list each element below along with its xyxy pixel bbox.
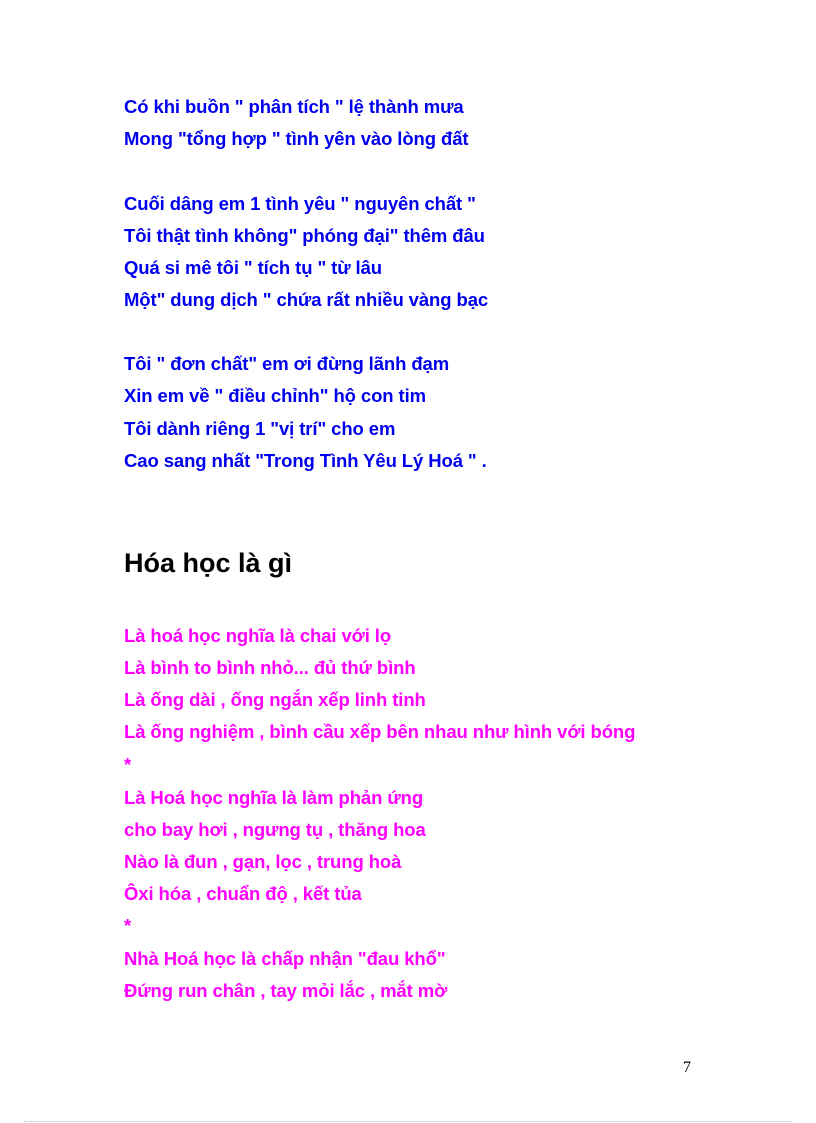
poem-line: Một" dung dịch " chứa rất nhiều vàng bạc xyxy=(124,289,489,310)
poem-line: Đứng run chân , tay mỏi lắc , mắt mờ xyxy=(124,980,448,1001)
poem-line: Tôi " đơn chất" em ơi đừng lãnh đạm xyxy=(124,353,450,374)
poem-line: Quá si mê tôi " tích tụ " từ lâu xyxy=(124,257,382,278)
poem-line: Là hoá học nghĩa là chai với lọ xyxy=(124,625,392,646)
poem-line: Là Hoá học nghĩa là làm phản ứng xyxy=(124,787,424,808)
poem-line: Là ống dài , ống ngắn xếp linh tinh xyxy=(124,689,426,710)
poem-line: Nhà Hoá học là chấp nhận "đau khổ" xyxy=(124,948,446,969)
section-heading: Hóa học là gì xyxy=(124,548,293,578)
poem-line: Nào là đun , gạn, lọc , trung hoà xyxy=(124,851,402,872)
poem-line: Tôi thật tình không" phóng đại" thêm đâu xyxy=(124,225,485,246)
stanza-separator: * xyxy=(124,754,132,775)
poem-line: Cao sang nhất "Trong Tình Yêu Lý Hoá " . xyxy=(124,450,487,471)
page-number: 7 xyxy=(683,1059,691,1076)
poem-line: Là ống nghiệm , bình cầu xếp bên nhau như hình với bóng xyxy=(124,721,636,742)
poem-line: Có khi buồn " phân tích " lệ thành mưa xyxy=(124,96,464,117)
poem-line: Là bình to bình nhỏ... đủ thứ bình xyxy=(124,657,416,678)
poem-line: Xin em về " điều chỉnh" hộ con tim xyxy=(124,385,426,406)
poem-line: Cuối dâng em 1 tình yêu " nguyên chất " xyxy=(124,193,476,214)
page-boundary-divider xyxy=(24,1121,792,1122)
poem-line: cho bay hơi , ngưng tụ , thăng hoa xyxy=(124,819,426,840)
poem-line: Tôi dành riêng 1 "vị trí" cho em xyxy=(124,418,396,439)
poem-line: Ôxi hóa , chuẩn độ , kết tủa xyxy=(124,883,362,904)
poem-line: Mong "tổng hợp " tình yên vào lòng đất xyxy=(124,128,469,149)
stanza-separator: * xyxy=(124,915,132,936)
